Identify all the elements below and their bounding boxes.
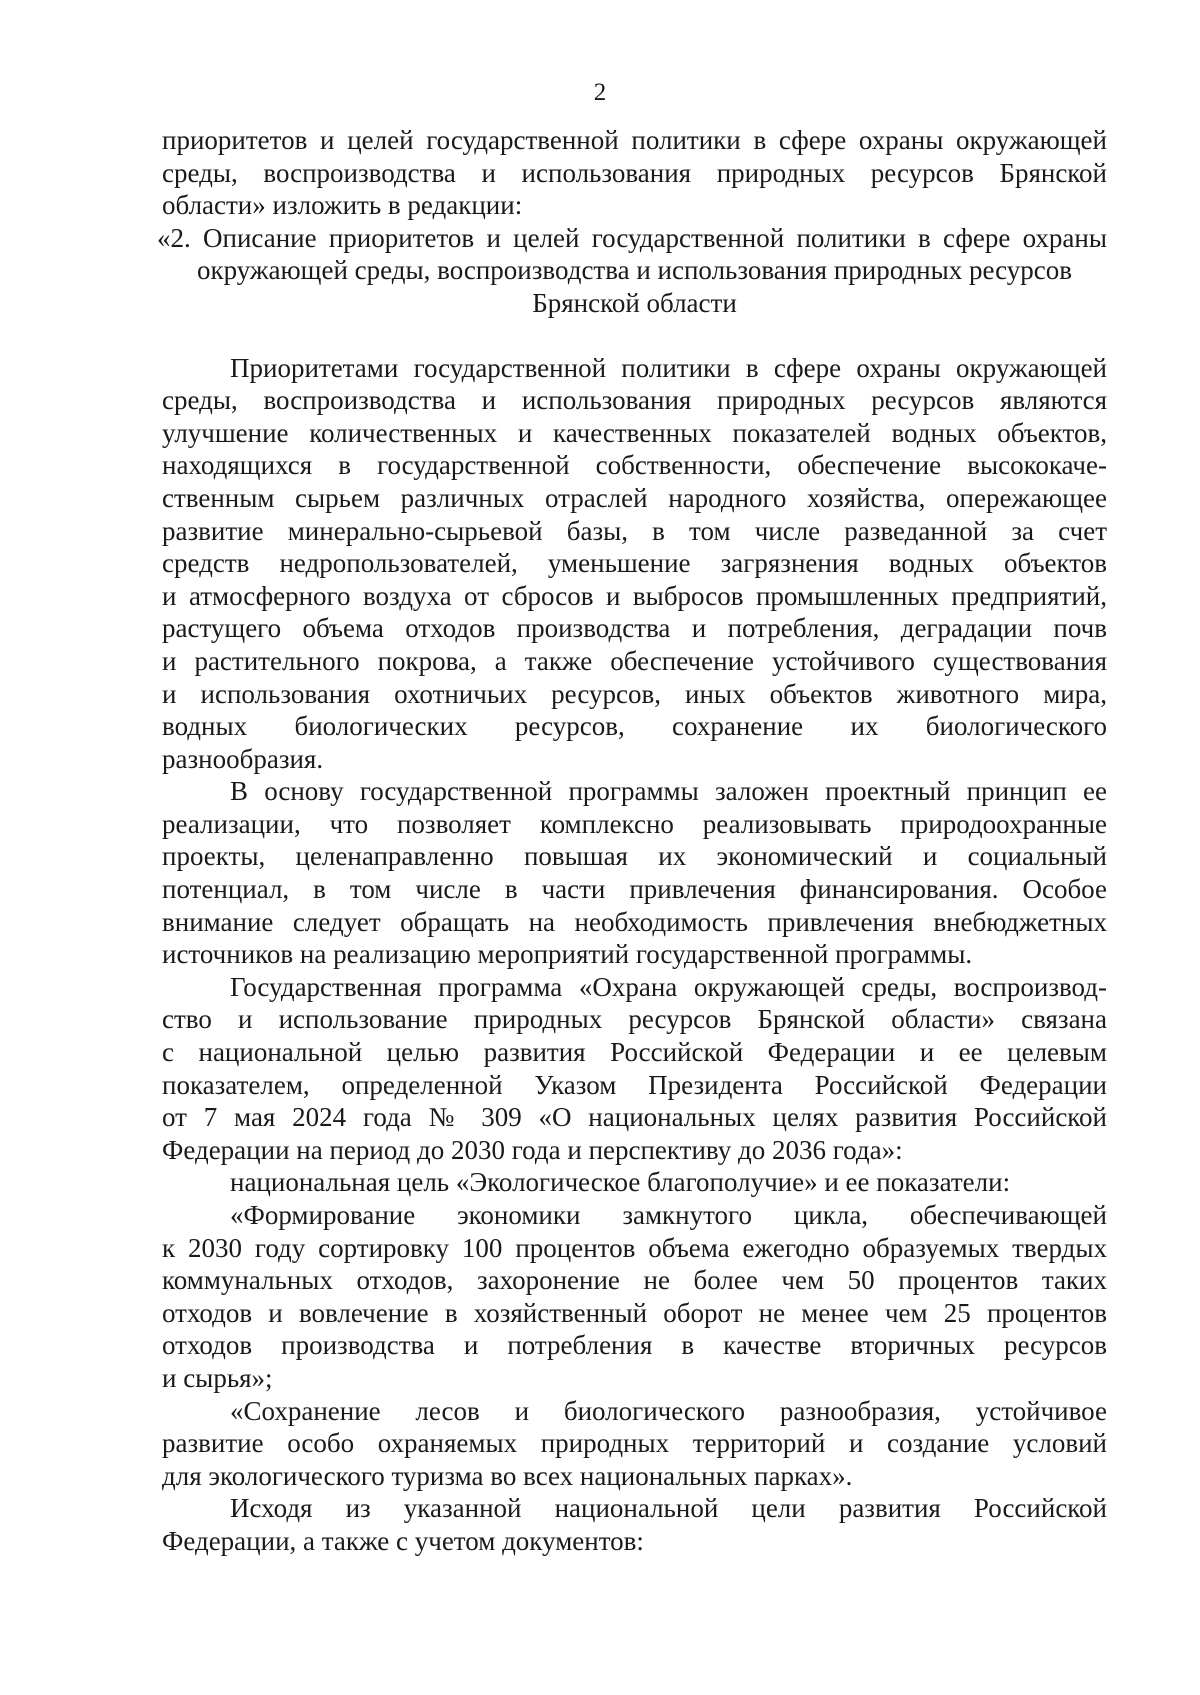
heading-line: «2. Описание приоритетов и целей государственной политики в сфере охраны xyxy=(157,222,1107,253)
text-line: для экологического туризма во всех национальных парках». xyxy=(162,1460,853,1491)
text-line: Государственная программа «Охрана окружающей среды, воспроизвод- xyxy=(230,971,1107,1002)
text-line: развитие минерально-сырьевой базы, в том числе разведанной за счет xyxy=(162,515,1107,546)
text-line: среды, воспроизводства и использования природных ресурсов являются xyxy=(162,385,1107,416)
text-line: водных биологических ресурсов, сохранение их биологического xyxy=(162,711,1107,742)
text-line: области» изложить в редакции: xyxy=(162,190,523,221)
text-line: ственным сырьем различных отраслей народного хозяйства, опережающее xyxy=(162,482,1107,513)
text-line: В основу государственной программы заложен проектный принцип ее xyxy=(230,776,1107,807)
text-line: находящихся в государственной собственности, обеспечение высококаче- xyxy=(162,450,1107,481)
section-heading xyxy=(157,222,1107,320)
text-line: реализации, что позволяет комплексно реализовывать природоохранные xyxy=(162,808,1107,839)
text-line: с национальной целью развития Российской Федерации и ее целевым xyxy=(162,1037,1107,1068)
text-line: национальная цель «Экологическое благополучие» и ее показатели: xyxy=(230,1167,1011,1198)
text-line: потенциал, в том числе в части привлечения финансирования. Особое xyxy=(162,874,1107,905)
heading-line: Брянской области xyxy=(532,287,737,318)
text-line: к 2030 году сортировку 100 процентов объема ежегодно образуемых твердых xyxy=(162,1232,1107,1263)
text-line: Федерации, а также с учетом документов: xyxy=(162,1525,644,1556)
text-line: «Формирование экономики замкнутого цикла, обеспечивающей xyxy=(230,1200,1107,1230)
text-line: Приоритетами государственной политики в сфере охраны окружающей xyxy=(230,352,1107,383)
text-line: внимание следует обращать на необходимость привлечения внебюджетных xyxy=(162,906,1107,937)
text-line: и использования охотничьих ресурсов, иных объектов животного мира, xyxy=(162,678,1107,709)
text-line: проекты, целенаправленно повышая их экономический и социальный xyxy=(162,841,1107,872)
page-number: 2 xyxy=(593,79,607,106)
text-line: ство и использование природных ресурсов Брянской области» связана xyxy=(162,1004,1107,1035)
text-line: показателем, определенной Указом Президента Российской Федерации xyxy=(162,1069,1107,1100)
intro-text xyxy=(162,124,1107,222)
paragraph-documents xyxy=(162,1492,1107,1557)
paragraph-project-principle xyxy=(162,775,1107,971)
paragraph-priorities xyxy=(162,352,1107,776)
text-line: и сырья»; xyxy=(162,1362,273,1393)
text-line: и атмосферного воздуха от сбросов и выбросов промышленных предприятий, xyxy=(162,580,1107,611)
heading-line: окружающей среды, воспроизводства и использования природных ресурсов xyxy=(196,255,1073,286)
text-line: средств недропользователей, уменьшение загрязнения водных объектов xyxy=(162,548,1107,579)
paragraph-indicator-forests xyxy=(162,1395,1107,1493)
document-body xyxy=(157,124,1107,1558)
text-line: коммунальных отходов, захоронение не более чем 50 процентов таких xyxy=(162,1265,1107,1296)
text-line: Федерации на период до 2030 года и перспективу до 2036 года»: xyxy=(162,1134,903,1165)
text-line: источников на реализацию мероприятий государственной программы. xyxy=(162,939,973,970)
text-line: отходов и вовлечение в хозяйственный оборот не менее чем 25 процентов xyxy=(162,1297,1107,1328)
paragraph-national-goal xyxy=(162,971,1107,1167)
text-line: среды, воспроизводства и использования природных ресурсов Брянской xyxy=(162,157,1107,188)
blank-line xyxy=(162,320,1107,352)
text-line: от 7 мая 2024 года № 309 «О национальных целях развития Российской xyxy=(162,1102,1107,1133)
paragraph-goal-title xyxy=(162,1166,1107,1199)
text-line: Исходя из указанной национальной цели развития Российской xyxy=(230,1493,1107,1524)
text-line: улучшение количественных и качественных показателей водных объектов, xyxy=(162,417,1107,448)
text-line: растущего объема отходов производства и потребления, деградации почв xyxy=(162,613,1107,644)
text-line: приоритетов и целей государственной политики в сфере охраны окружающей xyxy=(162,125,1107,155)
paragraph-indicator-circular-economy xyxy=(162,1199,1107,1395)
text-line: «Сохранение лесов и биологического разнообразия, устойчивое xyxy=(230,1395,1107,1426)
text-line: развитие особо охраняемых природных территорий и создание условий xyxy=(162,1428,1107,1459)
text-line: разнообразия. xyxy=(162,743,324,774)
text-line: и растительного покрова, а также обеспечение устойчивого существования xyxy=(162,645,1107,676)
text-line: отходов производства и потребления в качестве вторичных ресурсов xyxy=(162,1330,1107,1361)
